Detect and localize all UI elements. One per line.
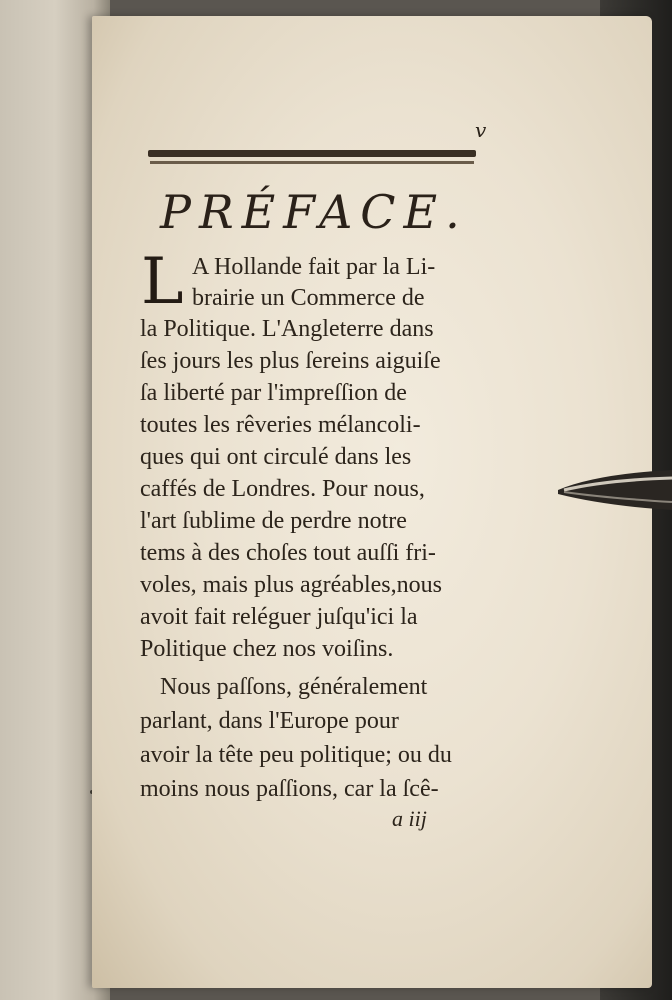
text-line: Nous paſſons, généralement [160,674,428,700]
text-line: parlant, dans l'Europe pour [140,708,399,734]
text-line: l'art ſublime de perdre notre [140,508,407,534]
text-line: brairie un Commerce de [192,285,425,311]
text-line: caffés de Londres. Pour nous, [140,476,425,502]
text-line: ſes jours les plus ſereins aiguiſe [140,348,441,374]
text-line: la Politique. L'Angleterre dans [140,316,434,342]
text-line: Politique chez nos voiſins. [140,636,394,662]
drop-cap: L [141,245,184,319]
page-title: PRÉFACE. [160,185,468,239]
text-line: ques qui ont circulé dans les [140,444,412,470]
text-line: A Hollande fait par la Li- [192,254,436,280]
text-line: avoit fait reléguer juſqu'ici la [140,604,418,630]
text-line: moins nous paſſions, car la ſcê- [140,776,439,802]
text-line: toutes les rêveries mélancoli- [140,412,421,438]
header-rule [148,150,476,157]
text-line: voles, mais plus agréables,nous [140,572,442,598]
metal-pointer [556,466,672,516]
text-line: ſa liberté par l'impreſſion de [140,380,407,406]
text-line: avoir la tête peu politique; ou du [140,742,452,768]
page-number: v [475,118,487,142]
signature-mark: a iij [392,806,427,831]
text-line: tems à des choſes tout auſſi fri- [140,540,436,566]
